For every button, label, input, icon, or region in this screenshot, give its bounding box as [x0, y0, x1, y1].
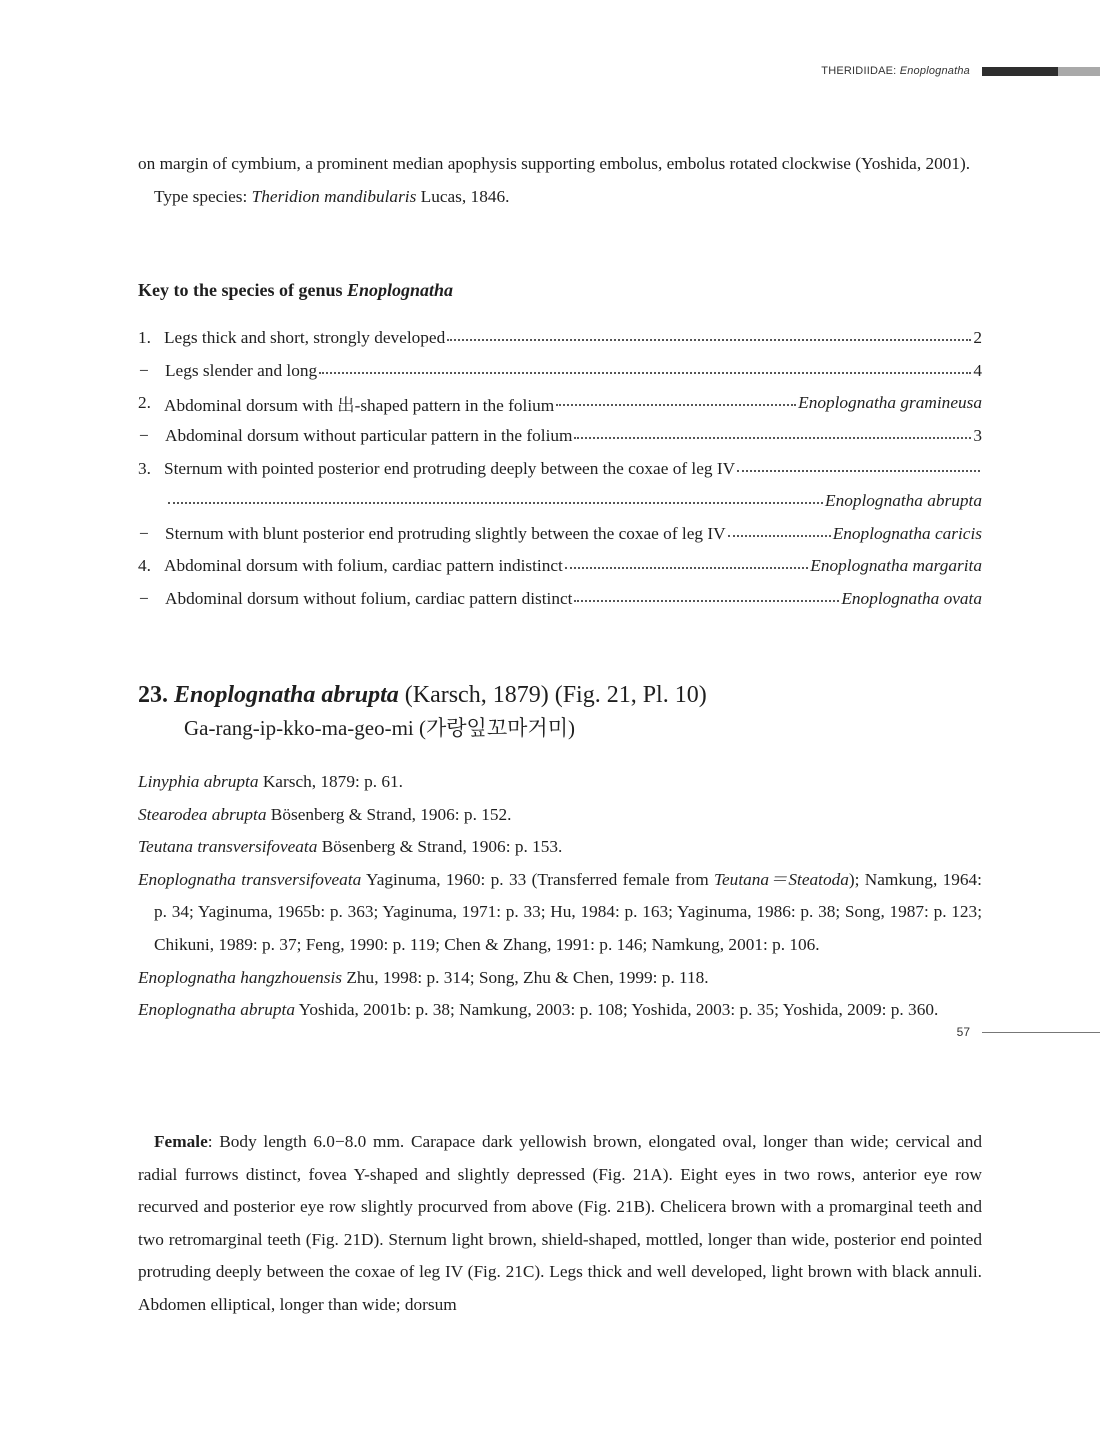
- species-figures: (Fig. 21, Pl. 10): [548, 682, 707, 708]
- key-number: 4.: [138, 556, 151, 576]
- species-key: [138, 322, 982, 615]
- key-number: −: [139, 523, 149, 543]
- leader-dots: [728, 535, 831, 537]
- leader-dots: [168, 502, 823, 504]
- species-author: (Karsch, 1879): [398, 682, 549, 708]
- key-row: [138, 518, 982, 551]
- header-title: THERIDIIDAE: Enoplognatha: [821, 65, 970, 77]
- key-result: Enoplognatha ovata: [841, 589, 982, 609]
- intro-paragraph: on margin of cymbium, a prominent median apophysis supporting embolus, embolus rotated clockwise (Yoshida, 2001).: [138, 154, 971, 173]
- key-number: −: [139, 426, 149, 446]
- key-result: Enoplognatha abrupta: [825, 491, 982, 511]
- leader-dots: [737, 470, 980, 472]
- synonym-entry: Teutana transversifoveata Bösenberg & Strand, 1906: p. 153.: [138, 837, 563, 857]
- species-heading: [138, 678, 707, 744]
- key-row: [138, 583, 982, 616]
- key-row: [138, 387, 982, 420]
- key-number: 1.: [138, 328, 151, 348]
- leader-dots: [574, 437, 971, 439]
- leader-dots: [565, 567, 808, 569]
- synonymy: [138, 766, 982, 1027]
- female-description: [138, 1126, 982, 1321]
- footer-rule: [982, 1032, 1100, 1033]
- leader-dots: [447, 339, 971, 341]
- key-row: [138, 452, 982, 485]
- key-result: Enoplognatha margarita: [810, 556, 982, 576]
- key-row: [138, 355, 982, 388]
- page-number: 57: [956, 1025, 970, 1039]
- key-text: Abdominal dorsum with folium, cardiac pattern indistinct: [164, 556, 563, 576]
- species-title: [138, 678, 707, 712]
- key-row: [138, 485, 982, 518]
- key-result: 4: [973, 360, 982, 380]
- key-text: Abdominal dorsum without folium, cardiac pattern distinct: [165, 589, 573, 609]
- description-text: : Body length 6.0−8.0 mm. Carapace dark yellowish brown, elongated oval, longer than wide; cervical and radial furrows distinct, fovea Y-shaped and slightly depressed (Fig. 21A). Eight eyes in two rows, anterior eye row recurved and posterior eye row slightly procurved from above (Fig. 21B). Chelicera brown with a promarginal teeth and two retromarginal teeth (Fig. 21D). Sternum light brown, shield-shaped, mottled, longer than wide, posterior end pointed protruding deeply between the coxae of leg IV (Fig. 21C). Legs thick and well developed, light brown with black annuli. Abdomen elliptical, longer than wide; dorsum: [138, 1132, 982, 1314]
- header-bar-dark: [982, 67, 1058, 76]
- key-result: Enoplognatha gramineusa: [798, 393, 982, 413]
- key-text: Legs slender and long: [165, 360, 318, 380]
- key-text: Sternum with blunt posterior end protruding slightly between the coxae of leg IV: [165, 523, 726, 543]
- header-bar-light: [1058, 67, 1100, 76]
- leader-dots: [556, 404, 796, 406]
- key-result: 3: [973, 426, 982, 446]
- key-number: 2.: [138, 393, 151, 413]
- key-text: Abdominal dorsum with 出-shaped pattern in the folium: [164, 395, 555, 415]
- key-number: 3.: [138, 458, 151, 478]
- key-text: Sternum with pointed posterior end protruding deeply between the coxae of leg IV: [164, 458, 736, 478]
- key-heading: Key to the species of genus Enoplognatha: [138, 280, 454, 300]
- synonym-entry: Enoplognatha hangzhouensis Zhu, 1998: p. 314; Song, Zhu & Chen, 1999: p. 118.: [138, 967, 709, 987]
- key-text: Abdominal dorsum without particular pattern in the folium: [165, 426, 573, 446]
- species-common-name: Ga-rang-ip-kko-ma-geo-mi (가랑잎꼬마거미): [184, 716, 575, 740]
- key-result: Enoplognatha caricis: [832, 523, 982, 543]
- synonym-entry: Stearodea abrupta Bösenberg & Strand, 1906: p. 152.: [138, 804, 512, 824]
- synonym-entry: Linyphia abrupta Karsch, 1879: p. 61.: [138, 772, 403, 791]
- synonym-entry: Enoplognatha abrupta Yoshida, 2001b: p. 38; Namkung, 2003: p. 108; Yoshida, 2003: p. 35; Yoshida, 2009: p. 360.: [138, 1000, 939, 1020]
- species-number: 23.: [138, 682, 168, 708]
- page-footer: [957, 1025, 1100, 1039]
- species-name: Enoplognatha abrupta: [174, 682, 399, 708]
- leader-dots: [574, 600, 839, 602]
- synonym-entry: Enoplognatha transversifoveata Yaginuma, 1960: p. 33 (Transferred female from Teutana＝Steatoda); Namkung, 1964: p. 34; Yaginuma, 1965b: p. 363; Yaginuma, 1971: p. 33; Hu, 1984: p. 163; Yaginuma, 1986: p. 38; Song, 1987: p. 123; Chikuni, 1989: p. 37; Feng, 1990: p. 119; Chen & Zhang, 1991: p. 146; Namkung, 2001: p. 106.: [138, 869, 982, 954]
- key-number: −: [139, 360, 149, 380]
- leader-dots: [319, 372, 971, 374]
- description-label: Female: [154, 1132, 208, 1151]
- type-species: Type species: Theridion mandibularis Lucas, 1846.: [154, 186, 510, 206]
- key-row: [138, 322, 982, 355]
- key-text: Legs thick and short, strongly developed: [164, 328, 446, 348]
- key-row: [138, 550, 982, 583]
- running-header: [821, 64, 1100, 78]
- key-number: −: [139, 589, 149, 609]
- key-row: [138, 420, 982, 453]
- key-result: 2: [973, 328, 982, 348]
